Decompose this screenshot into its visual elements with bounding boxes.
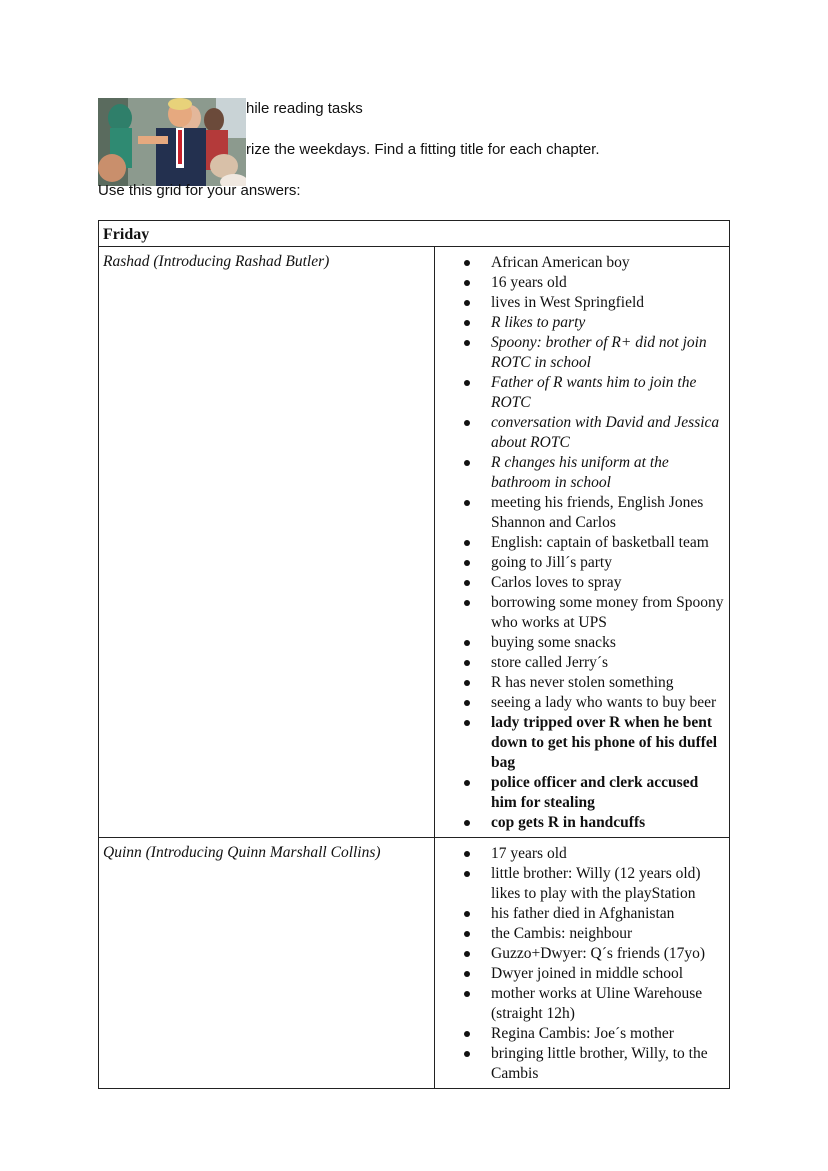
day-label: Friday (99, 221, 730, 247)
note-item: conversation with David and Jessica about ROTC (461, 413, 725, 453)
note-item: buying some snacks (461, 633, 725, 653)
note-item: R likes to party (461, 313, 725, 333)
day-row (99, 221, 730, 247)
note-item: Guzzo+Dwyer: Q´s friends (17yo) (461, 944, 725, 964)
task-instruction: rize the weekdays. Find a fitting title for each chapter. (246, 141, 600, 158)
chapter-title: Quinn (Introducing Quinn Marshall Collins) (99, 838, 435, 1089)
note-item: bringing little brother, Willy, to the Cambis (461, 1044, 725, 1084)
note-item: lady tripped over R when he bent down to get his phone of his duffel bag (461, 713, 725, 773)
note-item: Regina Cambis: Joe´s mother (461, 1024, 725, 1044)
note-item: African American boy (461, 253, 725, 273)
notes-list (435, 838, 729, 1088)
note-item: Dwyer joined in middle school (461, 964, 725, 984)
note-item: cop gets R in handcuffs (461, 813, 725, 833)
note-item: Spoony: brother of R+ did not join ROTC in school (461, 333, 725, 373)
note-item: seeing a lady who wants to buy beer (461, 693, 725, 713)
note-item: the Cambis: neighbour (461, 924, 725, 944)
note-item: his father died in Afghanistan (461, 904, 725, 924)
note-item: Father of R wants him to join the ROTC (461, 373, 725, 413)
notes-list (435, 247, 729, 837)
note-item: R changes his uniform at the bathroom in school (461, 453, 725, 493)
note-item: meeting his friends, English Jones Shannon and Carlos (461, 493, 725, 533)
answer-grid (98, 220, 730, 1089)
note-item: English: captain of basketball team (461, 533, 725, 553)
note-item: lives in West Springfield (461, 293, 725, 313)
note-item: borrowing some money from Spoony who works at UPS (461, 593, 725, 633)
note-item: going to Jill´s party (461, 553, 725, 573)
photo-image (98, 98, 246, 186)
note-item: Carlos loves to spray (461, 573, 725, 593)
note-item: police officer and clerk accused him for stealing (461, 773, 725, 813)
chapter-row (99, 838, 730, 1089)
note-item: 17 years old (461, 844, 725, 864)
note-item: 16 years old (461, 273, 725, 293)
note-item: mother works at Uline Warehouse (straight 12h) (461, 984, 725, 1024)
chapter-row (99, 247, 730, 838)
note-item: store called Jerry´s (461, 653, 725, 673)
note-item: little brother: Willy (12 years old) likes to play with the playStation (461, 864, 725, 904)
chapter-title: Rashad (Introducing Rashad Butler) (99, 247, 435, 838)
task-heading: hile reading tasks (246, 100, 363, 117)
chapter-notes-cell (435, 838, 730, 1089)
note-item: R has never stolen something (461, 673, 725, 693)
chapter-notes-cell (435, 247, 730, 838)
grid-instruction: Use this grid for your answers: (98, 182, 301, 199)
